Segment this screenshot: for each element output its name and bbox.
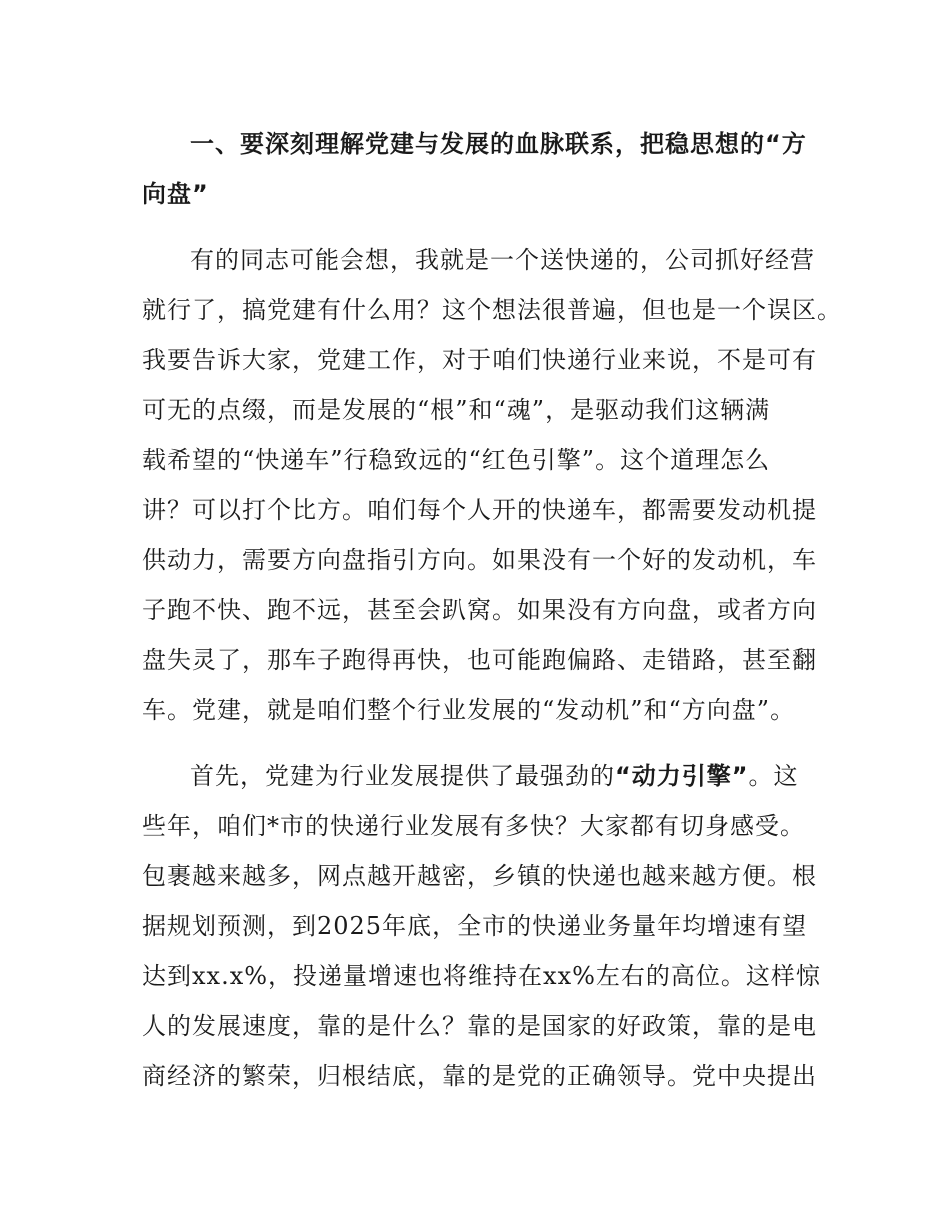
paragraph-2-line: 达到xx.x%，投递量增速也将维持在xx%左右的高位。这样惊 [142, 962, 821, 990]
section-heading-line-2: 向盘” [142, 180, 209, 208]
paragraph-1-line: 我要告诉大家，党建工作，对于咱们快递行业来说，不是可有 [142, 346, 817, 374]
section-heading-line-1: 一、要深刻理解党建与发展的血脉联系，把稳思想的“方 [190, 130, 807, 158]
paragraph-1-line: 车。党建，就是咱们整个行业发展的“发动机”和“方向盘”。 [142, 696, 796, 724]
paragraph-2-line: 人的发展速度，靠的是什么？靠的是国家的好政策，靠的是电 [142, 1012, 817, 1040]
paragraph-1-line: 载希望的“快递车”行稳致远的“红色引擎”。这个道理怎么 [142, 446, 771, 474]
paragraph-1-line: 供动力，需要方向盘指引方向。如果没有一个好的发动机，车 [142, 546, 817, 574]
paragraph-1-line: 子跑不快、跑不远，甚至会趴窝。如果没有方向盘，或者方向 [142, 596, 817, 624]
paragraph-1-line: 可无的点缀，而是发展的“根”和“魂”，是驱动我们这辆满 [142, 396, 771, 424]
paragraph-1-line: 有的同志可能会想，我就是一个送快递的，公司抓好经营 [190, 246, 815, 274]
paragraph-2-line: 商经济的繁荣，归根结底，靠的是党的正确领导。党中央提出 [142, 1062, 817, 1090]
paragraph-1-line: 盘失灵了，那车子跑得再快，也可能跑偏路、走错路，甚至翻 [142, 646, 817, 674]
paragraph-2-suffix: 。这 [748, 762, 799, 790]
paragraph-2-prefix: 首先，党建为行业发展提供了最强劲的 [190, 762, 615, 790]
paragraph-1-line: 就行了，搞党建有什么用？这个想法很普遍，但也是一个误区。 [142, 296, 842, 324]
paragraph-2-line: 些年，咱们*市的快递行业发展有多快？大家都有切身感受。 [142, 812, 805, 840]
paragraph-2-line: 包裹越来越多，网点越开越密，乡镇的快递也越来越方便。根 [142, 862, 817, 890]
paragraph-1-line: 讲？可以打个比方。咱们每个人开的快递车，都需要发动机提 [142, 496, 817, 524]
paragraph-2-bold-phrase: “动力引擎” [615, 762, 749, 790]
paragraph-2-first-line [190, 760, 822, 792]
paragraph-2-line: 据规划预测，到2025年底，全市的快递业务量年均增速有望 [142, 912, 808, 940]
